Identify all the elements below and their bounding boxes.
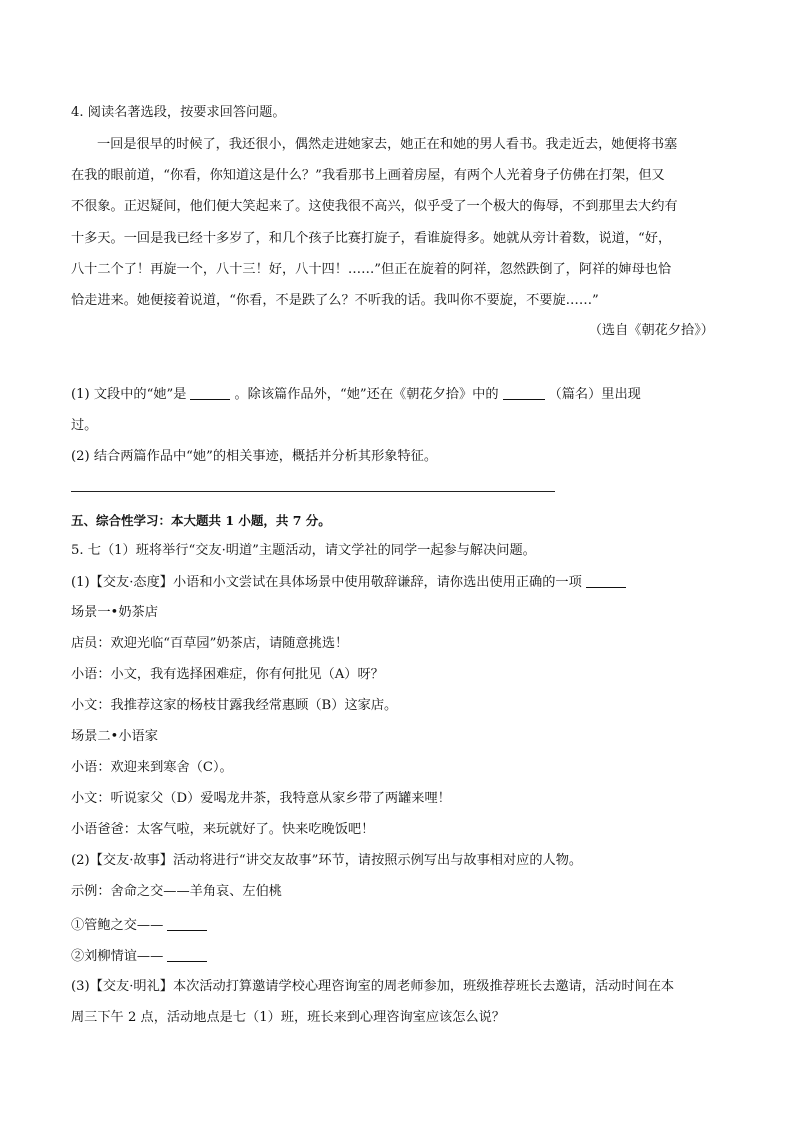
answer-blank[interactable] [586, 573, 626, 588]
sub1-text-c: （篇名）里出现 [548, 387, 641, 402]
answer-blank[interactable] [503, 385, 545, 400]
answer-blank[interactable] [167, 916, 207, 931]
passage-line: 八十二个了！再旋一个，八十三！好，八十四！……”但正在旋着的阿祥，忽然跌倒了，阿祥的婶母也恰 [71, 262, 672, 277]
item-1-label: ①管鲍之交—— [71, 918, 164, 933]
passage-line: 恰走进来。她便接着说道，“你看，不是跌了么？不听我的话。我叫你不要旋，不要旋……” [71, 293, 599, 308]
question-4-sub-2: (2) 结合两篇作品中“她”的相关事迹，概括并分析其形象特征。 [71, 449, 438, 464]
answer-blank[interactable] [167, 947, 207, 962]
question-4-heading: 4. 阅读名著选段，按要求回答问题。 [71, 105, 286, 120]
sub1-text-b: 。除该篇作品外，“她”还在《朝花夕拾》中的 [234, 387, 499, 402]
dialogue-line: 小文：听说家父（D）爱喝龙井茶，我特意从家乡带了两罐来哩！ [71, 791, 451, 806]
answer-item-1 [71, 916, 211, 935]
section-5-heading: 五、综合性学习：本大题共 1 小题，共 7 分。 [71, 513, 331, 528]
passage-source: （选自《朝花夕拾》） [588, 323, 714, 338]
question-5-sub-3: (3)【交友·明礼】本次活动打算邀请学校心理咨询室的周老师参加，班级推荐班长去邀请，活动时间在本 [71, 979, 675, 994]
question-5-sub-3-cont: 周三下午 2 点，活动地点是七（1）班，班长来到心理咨询室应该怎么说？ [71, 1010, 505, 1025]
answer-blank[interactable] [190, 385, 230, 400]
question-4-sub-1 [71, 385, 641, 404]
item-2-label: ②刘柳情谊—— [71, 949, 164, 964]
scene-2-title: 场景二•小语家 [71, 729, 158, 744]
dialogue-line: 小语：小文，我有选择困难症，你有何批见（A）呀？ [71, 667, 384, 682]
dialogue-line: 小文：我推荐这家的杨枝甘露我经常惠顾（B）这家店。 [71, 698, 398, 713]
question-5-sub-2: (2)【交友·故事】活动将进行“讲交友故事”环节，请按照示例写出与故事相对应的人物。 [71, 853, 583, 868]
sub1-text-a: (1) 文段中的“她”是 [71, 387, 187, 402]
question-5-sub-1 [71, 573, 630, 592]
passage-line: 十多天。一回是我已经十多岁了，和几个孩子比赛打旋子，看谁旋得多。她就从旁计着数，说道，“好， [71, 231, 672, 246]
question-4-sub-1-cont: 过。 [71, 418, 98, 433]
dialogue-line: 小语：欢迎来到寒舍（C）。 [71, 760, 233, 775]
passage-line: 一回是很早的时候了，我还很小，偶然走进她家去，她正在和她的男人看书。我走近去，她便将书塞 [97, 137, 678, 152]
example-line: 示例：舍命之交——羊角哀、左伯桃 [71, 884, 282, 899]
dialogue-line: 店员：欢迎光临“百草园”奶茶店，请随意挑选！ [71, 636, 349, 651]
passage-line: 不很象。正迟疑间，他们便大笑起来了。这使我很不高兴，似乎受了一个极大的侮辱，不到那里去大约有 [71, 199, 678, 214]
dialogue-line: 小语爸爸：太客气啦，来玩就好了。快来吃晚饭吧！ [71, 822, 375, 837]
sub1-text: (1)【交友·态度】小语和小文尝试在具体场景中使用敬辞谦辞，请你选出使用正确的一项 [71, 575, 582, 590]
passage-line: 在我的眼前道，“你看，你知道这是什么？”我看那书上画着房屋，有两个人光着身子仿佛在打架，但又 [71, 168, 665, 183]
answer-item-2 [71, 947, 211, 966]
question-5-intro: 5. 七（1）班将举行“交友·明道”主题活动，请文学社的同学一起参与解决问题。 [71, 543, 536, 558]
scene-1-title: 场景一•奶茶店 [71, 605, 158, 620]
answer-line[interactable] [71, 491, 555, 492]
